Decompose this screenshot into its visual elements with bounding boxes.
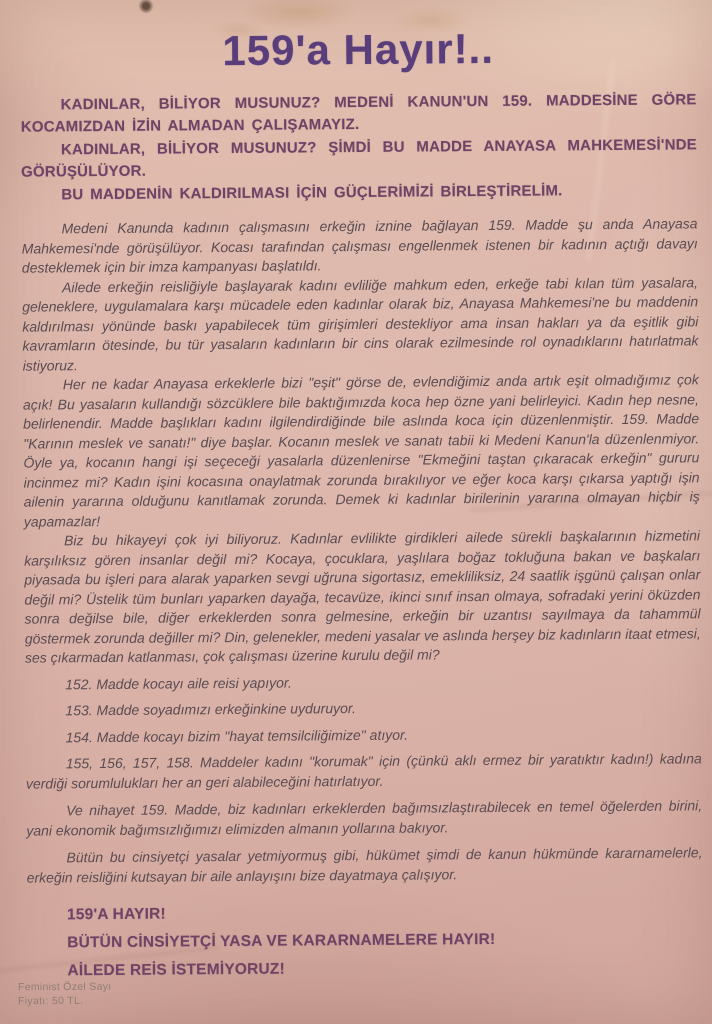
article-item-154: 154. Madde kocayı bizim "hayat temsilciliğimize" atıyor. [65, 726, 409, 745]
slogans-section [27, 896, 704, 985]
imprint-price: Fiyatı: 50 TL. [18, 994, 84, 1008]
article-item-153: 153. Madde soyadımızı erkeğinkine uyduruyor. [65, 700, 356, 719]
body-section [22, 214, 703, 887]
imprint [18, 980, 112, 1008]
imprint-series: Feminist Özel Sayı [17, 980, 112, 994]
article-item-152: 152. Madde kocayı aile reisi yapıyor. [65, 674, 292, 692]
slogan-no-to-sexist-laws: BÜTÜN CİNSİYETÇİ YASA VE KARARNAMELERE HAYIR! [67, 930, 496, 952]
article-item-155-158: 155, 156, 157, 158. Maddeler kadını "korumak" için (çünkü aklı ermez bir yaratıktır kadın!) kadına verdiği sorumlulukları her an geri alabileceğini hatırlatıyor. [25, 750, 702, 792]
paragraph-struggle: Ailede erkeğin reisliğiyle başlayarak kadını evliliğe mahkum eden, erkeğe tabi kılan tüm yasalara, geleneklere, uygulamalara karşı mücadele eden kadınlar olarak biz, Anayasa Mahkemesi'ne bu maddenin kaldırılması yönünde baskı yapabilecek tüm girişimleri destekliyor ama insan hakları ya da eşitlik gibi kavramların ötesinde, bu tür yasaların kadınların bir cins olarak ezilmesinde rol oynadıklarını hatırlatmak istiyoruz. [22, 273, 699, 374]
paragraph-campaign: Medeni Kanunda kadının çalışmasını erkeğin iznine bağlayan 159. Madde şu anda Anayasa Mahkemesi'nde görüşülüyor. Kocası tarafından çalışması engellenmek istenen bir kadının açtığı davayı desteklemek için bir imza kampanyası başlatıldı. [21, 215, 698, 276]
intro-statement-1: KADINLAR, BİLİYOR MUSUNUZ? MEDENİ KANUN'UN 159. MADDESİNE GÖRE KOCAMIZDAN İZİN ALMADAN ÇALIŞAMAYIZ. [20, 91, 697, 136]
paragraph-labor: Biz bu hikayeyi çok iyi biliyoruz. Kadınlar evlilikte girdikleri ailede sürekli başkalarının hizmetini karşılıksız gören insanlar değil mi? Kocaya, çocuklara, yaşlılara boğaz tokluğuna bakan ve başkaları piyasada bu işleri para alarak yaparken sevgi uğruna sigortasız, emekliliksiz, 24 saatlik işgünü çalışan onlar değil mi? Üstelik tüm bunları yaparken dayağa, tecavüze, ikinci sınıf insan olmaya, sofradaki yerini öküzden sonra değilse bile, diğer erkeklerden sonra gelmesine, erkeğin bir uzantısı sayılmaya da tahammül göstermek zorunda değiller mi? Din, gelenekler, medeni yasalar ve aslında herşey biz kadınların itaat etmesi, ses çıkarmadan katlanması, çok çalışması üzerine kurulu değil mi? [24, 527, 701, 666]
intro-statement-3: BU MADDENİN KALDIRILMASI İÇİN GÜÇLERİMİZİ BİRLEŞTİRELİM. [61, 182, 563, 204]
paragraph-equality: Her ne kadar Anayasa erkeklerle bizi "eşit" görse de, evlendiğimiz anda artık eşit olmadığımız çok açık! Bu yasaların kullandığı sözcüklere bile baktığımızda koca hep özne yani belirleyici. Kadın hep nesne, belirlenendir. Madde başlıkları kadını ilgilendirdiğinde bile aslında koca için düzenlenmiştir. 159. Madde "Karının meslek ve sanatı!" diye başlar. Kocanın meslek ve sanatı tabii ki Medeni Kanun'la düzenlenmiyor. Öyle ya, kocanın hangi işi seçeceği yasalarla düzenlenirse "Ekmeğini taştan çıkaracak erkeğin" gururu incinmez mi? Kadın işini kocasına onaylatmak zorunda bırakılıyor ve eğer koca karşı çıkarsa yaptığı işin ailenin yararına olduğunu kanıtlamak zorunda. Demek ki kadınlar birilerinin yararına olmayan hiçbir iş yapamazlar! [22, 371, 700, 530]
slogan-no-head-of-family: AİLEDE REİS İSTEMİYORUZ! [67, 960, 285, 980]
intro-statement-2: KADINLAR, BİLİYOR MUSUNUZ? ŞİMDİ BU MADDE ANAYASA MAHKEMESİ'NDE GÖRÜŞÜLÜYOR. [21, 136, 698, 181]
paragraph-article-159: Ve nihayet 159. Madde, biz kadınları erkeklerden bağımsızlaştırabilecek en temel öğelerden birini, yani ekonomik bağımsızlığımızı elimizden almanın yollarına bakıyor. [26, 797, 703, 839]
intro-section [21, 89, 698, 206]
paragraph-decrees: Bütün bu cinsiyetçi yasalar yetmiyormuş gibi, hükümet şimdi de kanun hükmünde kararnamelerle, erkeğin reisliğini kutsayan bir aile anlayışını bize dayatmaya çalışıyor. [26, 844, 703, 886]
flyer-content [20, 23, 703, 985]
flyer-title: 159'a Hayır!.. [222, 24, 495, 75]
slogan-no-to-159: 159'A HAYIR! [66, 905, 166, 924]
